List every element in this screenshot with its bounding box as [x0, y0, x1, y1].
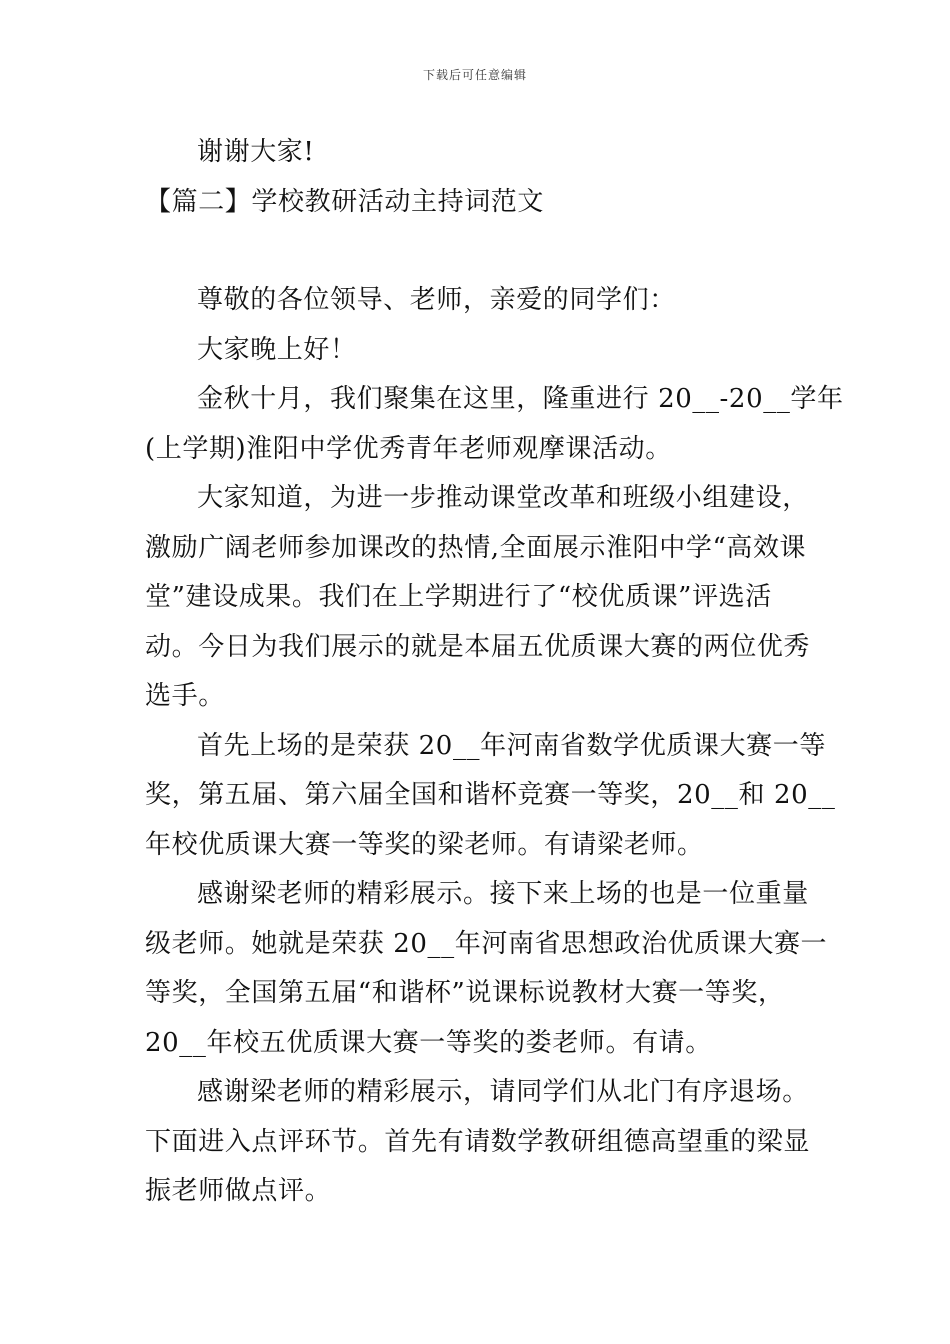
paragraph-line: 振老师做点评。 [145, 1176, 332, 1206]
paragraph-line: 动。今日为我们展示的就是本届五优质课大赛的两位优秀 [145, 631, 811, 662]
document-body [145, 128, 844, 1217]
paragraph-line: 下面进入点评环节。首先有请数学教研组德高望重的梁显 [145, 1126, 811, 1157]
paragraph-line: 选手。 [145, 681, 225, 711]
paragraph-line: 感谢梁老师的精彩展示，请同学们从北门有序退场。 [197, 1077, 809, 1107]
paragraph-line: 尊敬的各位领导、老师，亲爱的同学们： [197, 285, 676, 315]
paragraph-line: 堂”建设成果。我们在上学期进行了“校优质课”评选活 [145, 582, 772, 612]
paragraph-line: 大家晚上好！ [197, 334, 357, 365]
paragraph-line: 等奖，全国第五届“和谐杯”说课标说教材大赛一等奖， [145, 978, 785, 1008]
paragraph-line: 奖，第五届、第六届全国和谐杯竞赛一等奖，20__和 20__ [145, 780, 836, 810]
paragraph-line: 金秋十月，我们聚集在这里，隆重进行 20__-20__学年 [197, 384, 844, 414]
paragraph-line: 20__年校五优质课大赛一等奖的娄老师。有请。 [145, 1027, 712, 1058]
paragraph-line: 年校优质课大赛一等奖的梁老师。有请梁老师。 [145, 829, 704, 860]
paragraph-line: 激励广阔老师参加课改的热情,全面展示淮阳中学“高效课 [145, 532, 807, 563]
blank-line [145, 227, 815, 276]
paragraph-line: 谢谢大家! [197, 137, 315, 167]
paragraph-line: 感谢梁老师的精彩展示。接下来上场的也是一位重量 [197, 879, 809, 909]
section-heading: 【篇二】学校教研活动主持词范文 [145, 186, 545, 217]
header-note: 下载后可任意编辑 [422, 68, 527, 82]
paragraph-line: (上学期)淮阳中学优秀青年老师观摩课活动。 [145, 433, 672, 464]
paragraph-line: 大家知道，为进一步推动课堂改革和班级小组建设， [197, 483, 809, 513]
paragraph-line: 级老师。她就是荣获 20__年河南省思想政治优质课大赛一 [145, 928, 828, 959]
paragraph-line: 首先上场的是荣获 20__年河南省数学优质课大赛一等 [197, 730, 826, 761]
